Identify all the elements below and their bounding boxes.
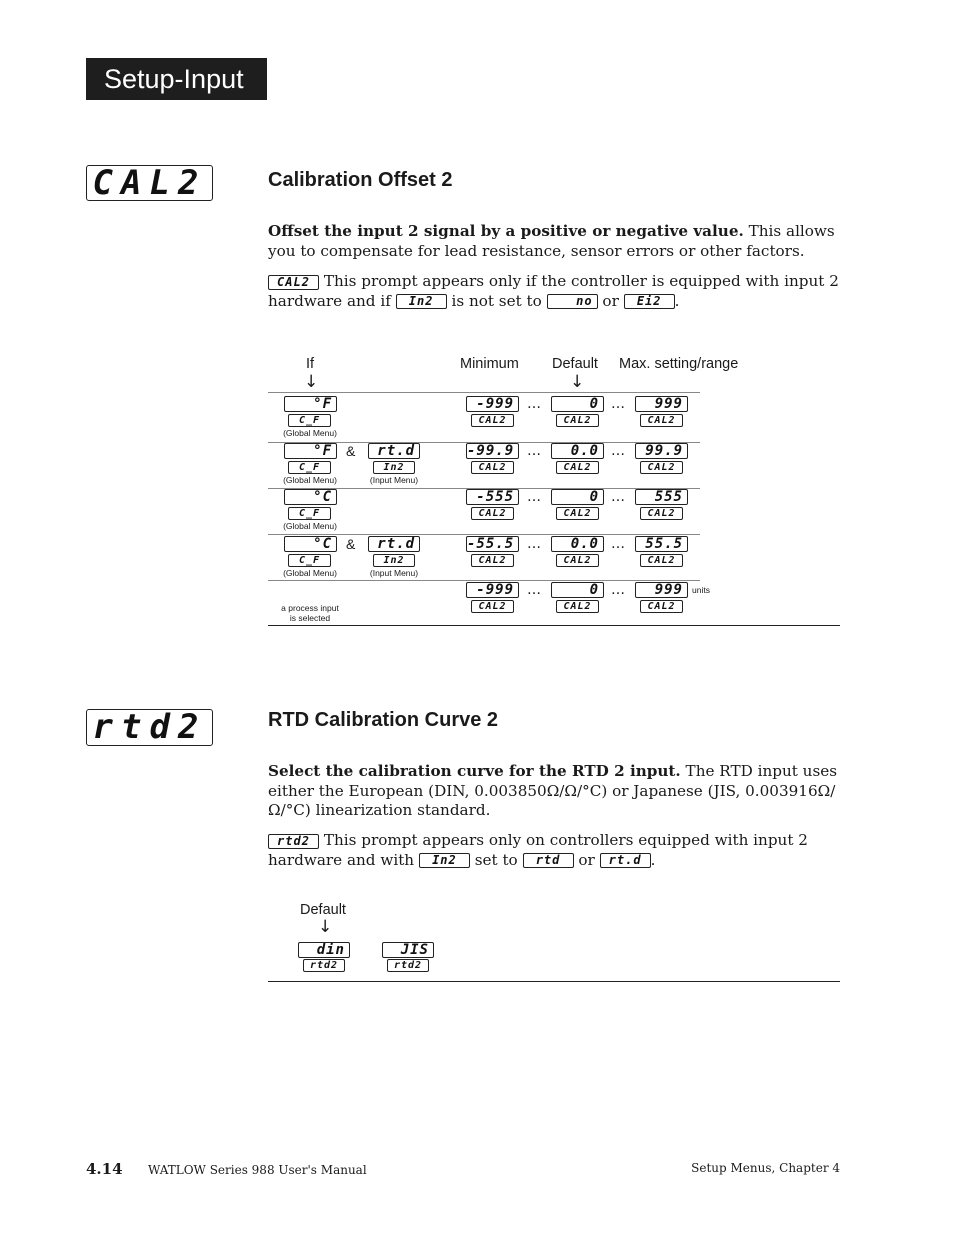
default-label: CAL2 — [556, 554, 599, 567]
condition-display: °C — [284, 536, 337, 552]
default-label: CAL2 — [556, 507, 599, 520]
condition-label: In2 — [373, 554, 415, 567]
rtd2-description-text: The RTD input uses either the European (DIN, 0.003850Ω/Ω/°C) or Japanese (JIS, 0.003916Ω/Ω/°C) linearization standard. — [268, 762, 838, 819]
cal2-description-bold: Offset the input 2 signal by a positive or negative value. — [268, 222, 744, 240]
cal2-note-text: This prompt appears only if the controller is equipped with input 2 hardware and if — [268, 272, 839, 310]
default-value: 0.0 — [551, 443, 604, 459]
rtd2-description — [268, 762, 843, 821]
min-value: -99.9 — [466, 443, 519, 459]
cal2-prompt-display: CAL2 — [86, 165, 213, 201]
menu-caption: (Global Menu) — [283, 568, 337, 578]
rtd2-note-text: . — [650, 850, 656, 869]
caption-line: a process input — [281, 603, 339, 613]
rtd2-description-bold: Select the calibration curve for the RTD 2 input. — [268, 762, 681, 780]
condition-label: In2 — [373, 461, 415, 474]
and-symbol: & — [346, 536, 356, 552]
page-number: 4.14 — [86, 1160, 123, 1178]
cal2-note-text: is not set to — [446, 291, 547, 310]
in2-code: In2 — [396, 294, 447, 309]
min-value: -555 — [466, 489, 519, 505]
manual-title: WATLOW Series 988 User's Manual — [148, 1163, 367, 1177]
rtd-code: rtd — [523, 853, 574, 868]
ellipsis: … — [527, 396, 541, 412]
rtd2-section-title: RTD Calibration Curve 2 — [268, 709, 499, 731]
cal2-section-title: Calibration Offset 2 — [268, 169, 453, 191]
cal2-note-text: or — [597, 291, 624, 310]
units-label: units — [692, 585, 710, 595]
chapter-label: Setup Menus, Chapter 4 — [691, 1161, 840, 1175]
condition-display: °F — [284, 396, 337, 412]
table-row — [0, 582, 954, 626]
ei2-code: Ei2 — [624, 294, 675, 309]
condition-display: rt.d — [368, 536, 420, 552]
menu-caption: (Global Menu) — [283, 475, 337, 485]
col-header-default: Default — [552, 356, 598, 372]
condition-label: C_F — [288, 507, 331, 520]
rtd2-prompt-display: rtd2 — [86, 709, 213, 746]
cal2-description — [268, 222, 843, 261]
max-label: CAL2 — [640, 600, 683, 613]
default-value: 0 — [551, 396, 604, 412]
rtd2-note-text: set to — [469, 850, 523, 869]
down-arrow-icon: ↓ — [304, 372, 319, 392]
cal2-description-text: This allows you to compensate for lead resistance, sensor errors or other factors. — [268, 222, 835, 260]
condition-label: C_F — [288, 414, 331, 427]
min-label: CAL2 — [471, 554, 514, 567]
max-value: 99.9 — [635, 443, 688, 459]
table-row — [0, 443, 954, 489]
section-tab: Setup-Input — [86, 58, 267, 100]
min-label: CAL2 — [471, 461, 514, 474]
ellipsis: … — [611, 536, 625, 552]
caption-line: is selected — [289, 613, 331, 623]
condition-display: °F — [284, 443, 337, 459]
rtd2-note-text: This prompt appears only on controllers equipped with input 2 hardware and with — [268, 831, 808, 869]
menu-caption: (Global Menu) — [283, 428, 337, 438]
cal2-note-text: . — [674, 291, 680, 310]
ellipsis: … — [527, 582, 541, 598]
in2-code: In2 — [419, 853, 470, 868]
max-value: 555 — [635, 489, 688, 505]
default-value: 0 — [551, 489, 604, 505]
min-label: CAL2 — [471, 507, 514, 520]
max-label: CAL2 — [640, 414, 683, 427]
max-value: 999 — [635, 396, 688, 412]
ellipsis: … — [527, 489, 541, 505]
min-value: -999 — [466, 582, 519, 598]
and-symbol: & — [346, 443, 356, 459]
down-arrow-icon: ↓ — [318, 917, 333, 937]
menu-caption: (Input Menu) — [369, 568, 419, 578]
max-label: CAL2 — [640, 554, 683, 567]
max-value: 55.5 — [635, 536, 688, 552]
menu-caption: (Input Menu) — [369, 475, 419, 485]
condition-display: °C — [284, 489, 337, 505]
cal2-note-prompt: CAL2 — [268, 275, 319, 290]
min-value: -55.5 — [466, 536, 519, 552]
table-row — [0, 489, 954, 535]
max-value: 999 — [635, 582, 688, 598]
col-header-default: Default — [300, 902, 346, 918]
option-din-display: din — [298, 942, 350, 958]
process-input-caption — [272, 603, 348, 623]
cal2-note — [268, 272, 843, 311]
option-din-label: rtd2 — [303, 959, 345, 972]
min-label: CAL2 — [471, 414, 514, 427]
table-row-divider — [268, 392, 700, 393]
max-label: CAL2 — [640, 461, 683, 474]
section-rule — [268, 625, 840, 626]
ellipsis: … — [611, 396, 625, 412]
ellipsis: … — [527, 443, 541, 459]
default-value: 0.0 — [551, 536, 604, 552]
ellipsis: … — [527, 536, 541, 552]
table-row-divider — [268, 580, 700, 581]
no-code: no — [547, 294, 598, 309]
default-label: CAL2 — [556, 414, 599, 427]
col-header-if: If — [306, 356, 315, 372]
default-label: CAL2 — [556, 461, 599, 474]
table-row-divider — [268, 534, 700, 535]
rtd2-note-text: or — [573, 850, 600, 869]
menu-caption: (Global Menu) — [283, 521, 337, 531]
default-value: 0 — [551, 582, 604, 598]
rtd2-note — [268, 831, 843, 870]
down-arrow-icon: ↓ — [570, 372, 585, 392]
option-jis-display: JIS — [382, 942, 434, 958]
condition-label: C_F — [288, 461, 331, 474]
section-rule — [268, 981, 840, 982]
min-label: CAL2 — [471, 600, 514, 613]
rtd2-note-prompt: rtd2 — [268, 834, 319, 849]
ellipsis: … — [611, 443, 625, 459]
table-row — [0, 396, 954, 442]
rt-d-code: rt.d — [600, 853, 651, 868]
max-label: CAL2 — [640, 507, 683, 520]
condition-display: rt.d — [368, 443, 420, 459]
col-header-max: Max. setting/range — [619, 356, 739, 372]
table-row — [0, 536, 954, 582]
option-jis-label: rtd2 — [387, 959, 429, 972]
min-value: -999 — [466, 396, 519, 412]
ellipsis: … — [611, 582, 625, 598]
condition-label: C_F — [288, 554, 331, 567]
ellipsis: … — [611, 489, 625, 505]
default-label: CAL2 — [556, 600, 599, 613]
col-header-minimum: Minimum — [460, 356, 519, 372]
